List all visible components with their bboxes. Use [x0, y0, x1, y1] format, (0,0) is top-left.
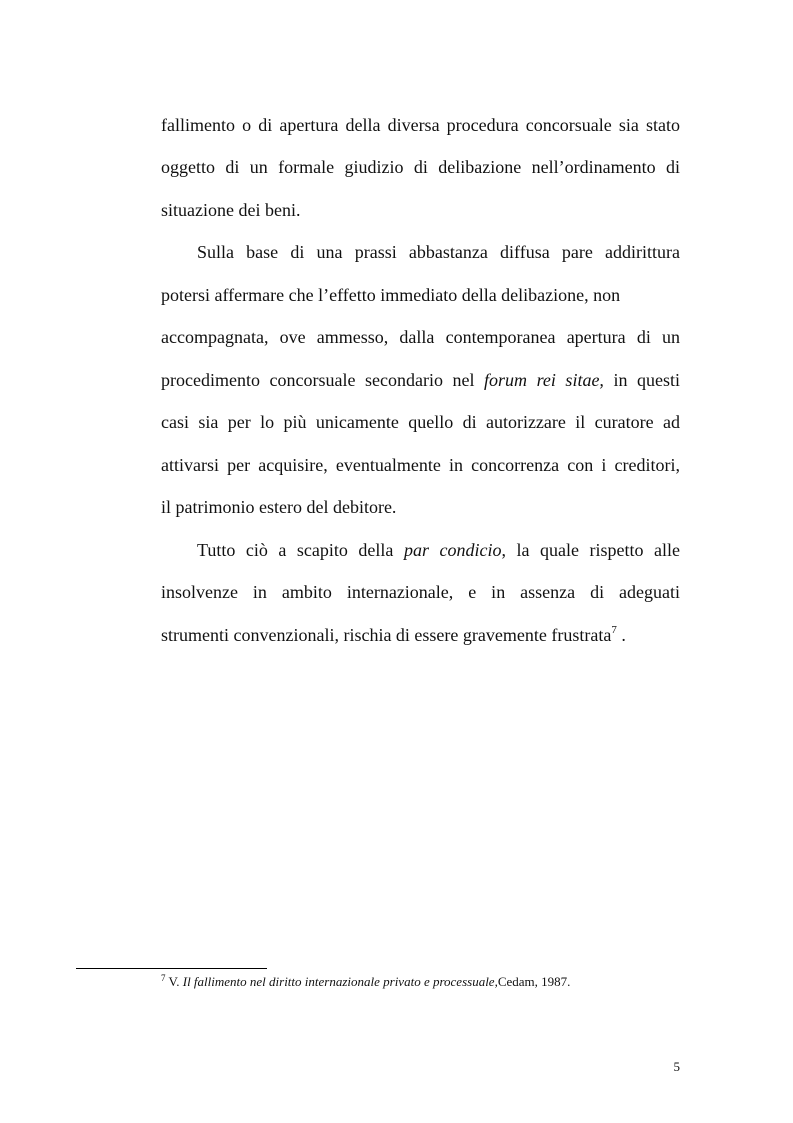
footnote [161, 973, 570, 991]
text-segment: . [616, 625, 626, 645]
body-line [161, 369, 680, 391]
body-line: oggetto di un formale giudizio di delibazione nell’ordinamento di [161, 157, 680, 177]
body-line [197, 539, 680, 561]
body-line: situazione dei beni. [161, 200, 301, 220]
italic-term: par condicio [403, 540, 502, 560]
footnote-suffix: Cedam, 1987. [497, 974, 571, 989]
text-segment: Tutto ciò a scapito della [197, 540, 404, 560]
footnote-prefix: V. [165, 974, 183, 989]
footnote-title: Il fallimento nel diritto internazionale privato e processuale, [182, 974, 498, 989]
body-line: il patrimonio estero del debitore. [161, 497, 397, 517]
footnote-reference[interactable]: 7 [611, 624, 617, 636]
body-line: accompagnata, ove ammesso, dalla contemporanea apertura di un [161, 327, 680, 347]
page-number: 5 [673, 1059, 680, 1074]
body-line: insolvenze in ambito internazionale, e in assenza di adeguati [161, 582, 680, 602]
body-line: Sulla base di una prassi abbastanza diffusa pare addirittura [197, 242, 680, 262]
italic-term: forum rei sitae, [484, 370, 604, 390]
body-line: attivarsi per acquisire, eventualmente in concorrenza con i creditori, [161, 455, 680, 475]
text-segment: in questi [603, 370, 681, 390]
text-segment: strumenti convenzionali, rischia di essere gravemente frustrata [161, 625, 612, 645]
body-line [161, 624, 680, 646]
body-line: fallimento o di apertura della diversa procedura concorsuale sia stato [161, 115, 680, 135]
body-line: potersi affermare che l’effetto immediato della delibazione, non [161, 285, 621, 305]
footnote-separator [76, 968, 267, 969]
text-segment: , la quale rispetto alle [501, 540, 680, 560]
text-segment: procedimento concorsuale secondario nel [161, 370, 485, 390]
footnote-number: 7 [161, 973, 166, 983]
body-line: casi sia per lo più unicamente quello di autorizzare il curatore ad [161, 412, 680, 432]
